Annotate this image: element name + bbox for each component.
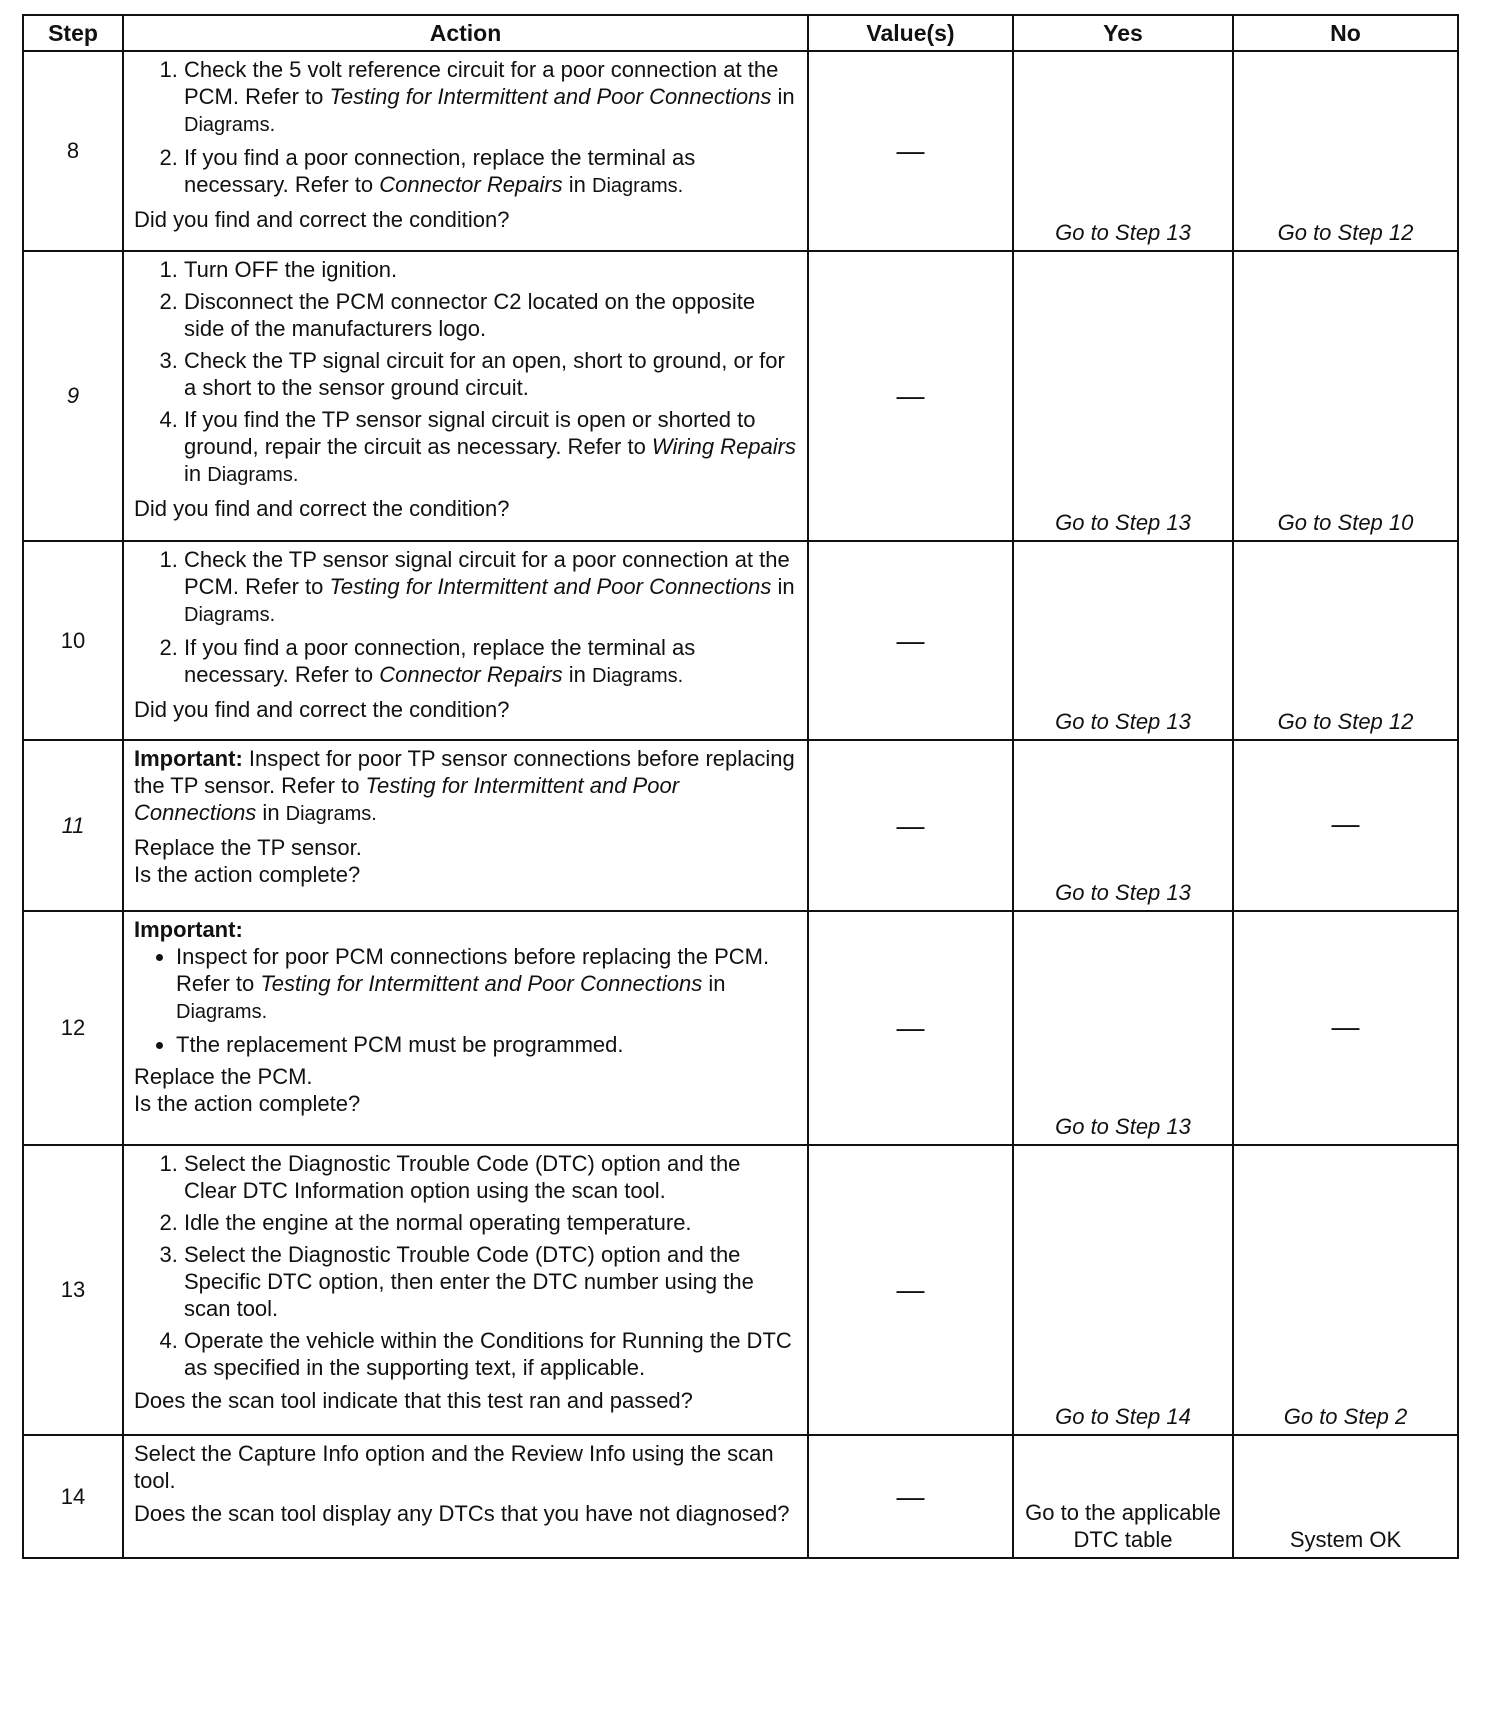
action-bullet: • Tthe replacement PCM must be programmed. — [176, 1031, 799, 1058]
table-row — [23, 740, 1458, 911]
yes-cell: Go to Step 13 — [1013, 251, 1233, 541]
action-cell — [123, 1145, 808, 1435]
action-line: Replace the PCM. — [134, 1064, 313, 1089]
yes-cell: Go to the applicable DTC table — [1013, 1435, 1233, 1558]
header-action: Action — [123, 15, 808, 51]
value-cell: — — [808, 1145, 1013, 1435]
step-number: 14 — [23, 1435, 123, 1558]
yes-cell: Go to Step 13 — [1013, 911, 1233, 1145]
action-question: Is the action complete? — [134, 1091, 361, 1116]
yes-cell: Go to Step 14 — [1013, 1145, 1233, 1435]
no-cell: System OK — [1233, 1435, 1458, 1558]
action-item: 2. Disconnect the PCM connector C2 located on the opposite side of the manufacturers logo. — [184, 288, 799, 342]
action-question: Does the scan tool indicate that this test ran and passed? — [134, 1388, 693, 1413]
action-item: 3. Check the TP signal circuit for an open, short to ground, or for a short to the sensor ground circuit. — [184, 347, 799, 401]
action-item: 1. Turn OFF the ignition. — [184, 256, 799, 283]
action-question: Did you find and correct the condition? — [134, 207, 510, 232]
value-cell: — — [808, 740, 1013, 911]
value-cell: — — [808, 51, 1013, 251]
table-row — [23, 541, 1458, 740]
action-item: 2. If you find a poor connection, replace the terminal as necessary. Refer to Connector Repairs in Diagrams. — [184, 634, 799, 690]
yes-cell: Go to Step 13 — [1013, 740, 1233, 911]
step-number: 13 — [23, 1145, 123, 1435]
step-number: 10 — [23, 541, 123, 740]
action-item: 1. Check the TP sensor signal circuit for a poor connection at the PCM. Refer to Testing for Intermittent and Poor Connections in Diagrams. — [184, 546, 799, 629]
step-number: 9 — [23, 251, 123, 541]
header-values: Value(s) — [808, 15, 1013, 51]
yes-cell: Go to Step 13 — [1013, 541, 1233, 740]
header-yes: Yes — [1013, 15, 1233, 51]
no-cell: — — [1233, 740, 1458, 911]
no-cell: Go to Step 2 — [1233, 1145, 1458, 1435]
table-row — [23, 251, 1458, 541]
important-label: Important: — [134, 917, 243, 942]
no-cell: Go to Step 12 — [1233, 541, 1458, 740]
action-cell — [123, 541, 808, 740]
action-bullet: • Inspect for poor PCM connections before replacing the PCM. Refer to Testing for Intermittent and Poor Connections in Diagrams. — [176, 943, 799, 1026]
diagnostic-table — [22, 14, 1459, 1559]
action-item: 2. If you find a poor connection, replace the terminal as necessary. Refer to Connector Repairs in Diagrams. — [184, 144, 799, 200]
no-cell: — — [1233, 911, 1458, 1145]
action-item: 1. Select the Diagnostic Trouble Code (DTC) option and the Clear DTC Information option using the scan tool. — [184, 1150, 799, 1204]
action-item: 2. Idle the engine at the normal operating temperature. — [184, 1209, 799, 1236]
step-number: 12 — [23, 911, 123, 1145]
action-cell — [123, 251, 808, 541]
value-cell: — — [808, 541, 1013, 740]
action-item: 4. If you find the TP sensor signal circuit is open or shorted to ground, repair the circuit as necessary. Refer to Wiring Repairs in Diagrams. — [184, 406, 799, 489]
step-number: 11 — [23, 740, 123, 911]
important-note: Important: Inspect for poor TP sensor connections before replacing the TP sensor. Refer to Testing for Intermittent and Poor Connections in Diagrams. — [134, 746, 795, 825]
action-item: 4. Operate the vehicle within the Conditions for Running the DTC as specified in the supporting text, if applicable. — [184, 1327, 799, 1381]
header-row — [23, 15, 1458, 51]
action-line: Replace the TP sensor. — [134, 835, 362, 860]
value-cell: — — [808, 251, 1013, 541]
table-row — [23, 1145, 1458, 1435]
action-item: 3. Select the Diagnostic Trouble Code (DTC) option and the Specific DTC option, then enter the DTC number using the scan tool. — [184, 1241, 799, 1322]
yes-cell: Go to Step 13 — [1013, 51, 1233, 251]
table-row — [23, 1435, 1458, 1558]
action-cell — [123, 740, 808, 911]
action-item: 1. Check the 5 volt reference circuit for a poor connection at the PCM. Refer to Testing for Intermittent and Poor Connections in Diagrams. — [184, 56, 799, 139]
action-question: Is the action complete? — [134, 862, 361, 887]
action-question: Did you find and correct the condition? — [134, 496, 510, 521]
step-number: 8 — [23, 51, 123, 251]
action-cell — [123, 911, 808, 1145]
action-line: Select the Capture Info option and the Review Info using the scan tool. — [134, 1441, 774, 1493]
action-cell — [123, 51, 808, 251]
action-question: Did you find and correct the condition? — [134, 697, 510, 722]
value-cell: — — [808, 911, 1013, 1145]
action-cell — [123, 1435, 808, 1558]
no-cell: Go to Step 12 — [1233, 51, 1458, 251]
action-question: Does the scan tool display any DTCs that you have not diagnosed? — [134, 1501, 790, 1526]
table-row — [23, 911, 1458, 1145]
value-cell: — — [808, 1435, 1013, 1558]
table-row — [23, 51, 1458, 251]
no-cell: Go to Step 10 — [1233, 251, 1458, 541]
header-no: No — [1233, 15, 1458, 51]
header-step: Step — [23, 15, 123, 51]
